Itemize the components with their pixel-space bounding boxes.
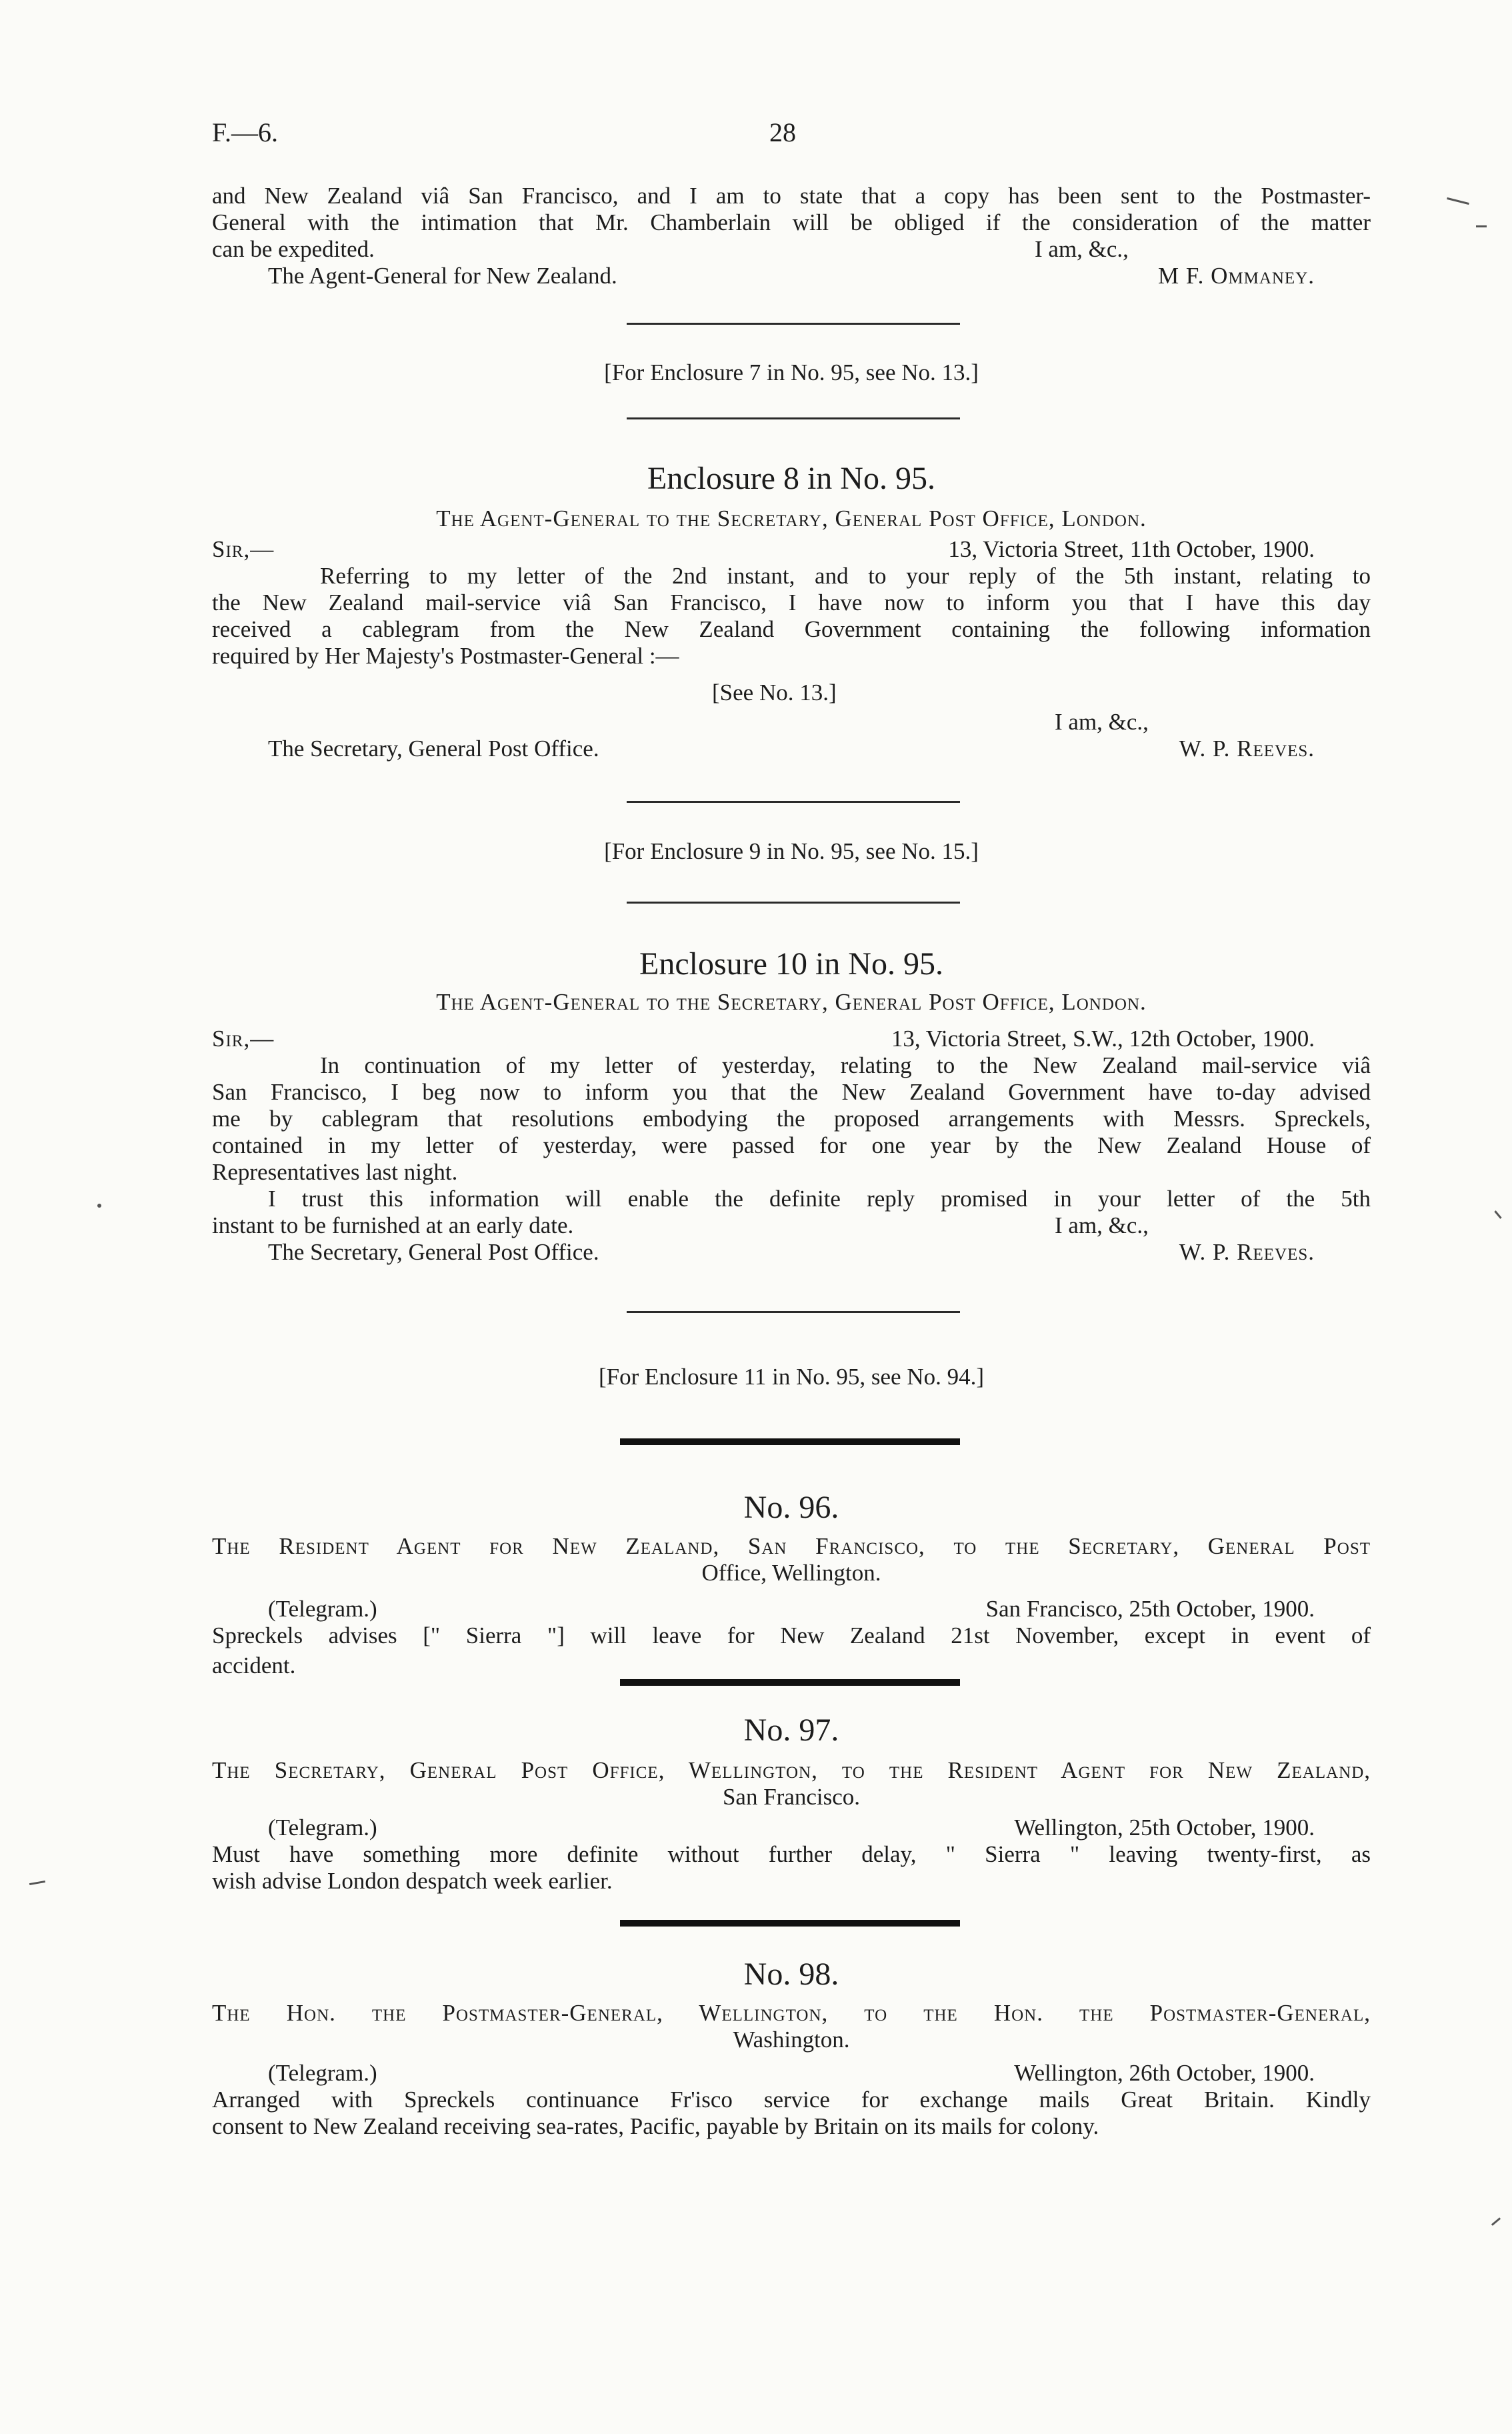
reference-enclosure-7: [For Enclosure 7 in No. 95, see No. 13.] [604,359,979,385]
no-96-heading-line-1: The Resident Agent for New Zealand, San Francisco, to the Secretary, General Post [212,1533,1371,1559]
enclosure-8-title: Enclosure 8 in No. 95. [647,461,935,496]
no-96-title: No. 96. [743,1490,839,1525]
enclosure-10-body-line: contained in my letter of yesterday, were passed for one year by the New Zealand House of [212,1132,1371,1158]
enclosure-10-closing: I am, &c., [1055,1212,1149,1238]
enclosure-8-see-reference: [See No. 13.] [712,680,837,706]
enclosure-8-closing: I am, &c., [1055,709,1149,735]
enclosure-8-body-line: received a cablegram from the New Zealand Government containing the following information [212,616,1371,642]
enclosure-10-para2-line: I trust this information will enable the definite reply promised in your letter of the 5th [268,1186,1371,1212]
header-series: F.—6. [212,117,279,147]
no-97-place-date: Wellington, 25th October, 1900. [1014,1814,1315,1841]
no-97-heading-line-2: San Francisco. [722,1784,861,1810]
scan-mark [1494,1210,1501,1219]
opening-signature: M F. Ommaney. [1158,263,1315,289]
enclosure-8-address-date: 13, Victoria Street, 11th October, 1900. [948,536,1315,562]
scan-mark [1476,225,1487,227]
no-98-title: No. 98. [743,1957,839,1992]
reference-enclosure-11: [For Enclosure 11 in No. 95, see No. 94.] [598,1364,985,1390]
scan-mark [97,1204,101,1208]
enclosure-10-title: Enclosure 10 in No. 95. [639,946,943,982]
no-96-body-last: accident. [212,1652,296,1678]
no-97-telegram-label: (Telegram.) [268,1814,377,1841]
enclosure-10-addressee: The Secretary, General Post Office. [268,1239,599,1265]
section-divider [627,1311,960,1313]
enclosure-10-salutation: Sir,— [212,1026,275,1052]
no-98-place-date: Wellington, 26th October, 1900. [1014,2060,1315,2086]
opening-line-2: General with the intimation that Mr. Chamberlain will be obliged if the consideration of the matter [212,209,1371,235]
no-96-body-line: Spreckels advises [" Sierra "] will leave for New Zealand 21st November, except in event of [212,1622,1371,1648]
page-number: 28 [769,117,796,147]
heavy-divider [620,1438,960,1445]
no-97-heading-line-1: The Secretary, General Post Office, Wellington, to the Resident Agent for New Zealand, [212,1757,1371,1783]
section-divider [627,323,960,325]
no-98-heading-line-1: The Hon. the Postmaster-General, Wellington, to the Hon. the Postmaster-General, [212,2000,1371,2026]
enclosure-10-address-date: 13, Victoria Street, S.W., 12th October, 1900. [891,1026,1315,1052]
opening-last-line: can be expedited. [212,236,375,262]
no-96-heading-line-2: Office, Wellington. [701,1560,881,1586]
opening-addressee: The Agent-General for New Zealand. [268,263,617,289]
enclosure-8-signature: W. P. Reeves. [1179,736,1315,762]
no-98-heading-line-2: Washington. [733,2027,850,2053]
no-97-title: No. 97. [743,1712,839,1748]
enclosure-8-body-line: Referring to my letter of the 2nd instant, and to your reply of the 5th instant, relating to [320,563,1371,589]
enclosure-10-body-line: In continuation of my letter of yesterday, relating to the New Zealand mail-service viâ [320,1052,1371,1078]
scan-mark [1491,2217,1501,2226]
enclosure-10-body-line: San Francisco, I beg now to inform you that the New Zealand Government have to-day advised [212,1079,1371,1105]
enclosure-10-body-last: Representatives last night. [212,1159,458,1185]
section-divider [627,902,960,904]
reference-enclosure-9: [For Enclosure 9 in No. 95, see No. 15.] [604,838,979,864]
no-96-place-date: San Francisco, 25th October, 1900. [985,1596,1315,1622]
enclosure-8-body-line: the New Zealand mail-service viâ San Francisco, I have now to inform you that I have this day [212,589,1371,616]
opening-line-1: and New Zealand viâ San Francisco, and I am to state that a copy has been sent to the Postmaster- [212,183,1371,209]
opening-closing: I am, &c., [1035,236,1129,262]
no-98-telegram-label: (Telegram.) [268,2060,377,2086]
enclosure-8-addressee: The Secretary, General Post Office. [268,736,599,762]
enclosure-10-body-line: me by cablegram that resolutions embodying the proposed arrangements with Messrs. Spreckels, [212,1106,1371,1132]
heavy-divider [620,1679,960,1686]
no-97-body-last: wish advise London despatch week earlier. [212,1868,613,1894]
scan-mark [1447,197,1469,205]
scan-mark [29,1881,45,1885]
no-96-telegram-label: (Telegram.) [268,1596,377,1622]
no-98-body-line: Arranged with Spreckels continuance Fr'isco service for exchange mails Great Britain. Kindly [212,2087,1371,2113]
no-97-body-line: Must have something more definite without further delay, " Sierra " leaving twenty-first, as [212,1841,1371,1867]
section-divider [627,417,960,419]
no-98-body-last: consent to New Zealand receiving sea-rates, Pacific, payable by Britain on its mails for colony. [212,2113,1099,2139]
enclosure-10-para2-last: instant to be furnished at an early date. [212,1212,574,1238]
enclosure-10-subtitle: The Agent-General to the Secretary, General Post Office, London. [436,989,1147,1015]
enclosure-8-salutation: Sir,— [212,536,275,562]
enclosure-8-body-last: required by Her Majesty's Postmaster-General :— [212,643,679,669]
enclosure-10-signature: W. P. Reeves. [1179,1239,1315,1265]
enclosure-8-subtitle: The Agent-General to the Secretary, General Post Office, London. [436,505,1147,531]
section-divider [627,801,960,803]
heavy-divider [620,1920,960,1927]
